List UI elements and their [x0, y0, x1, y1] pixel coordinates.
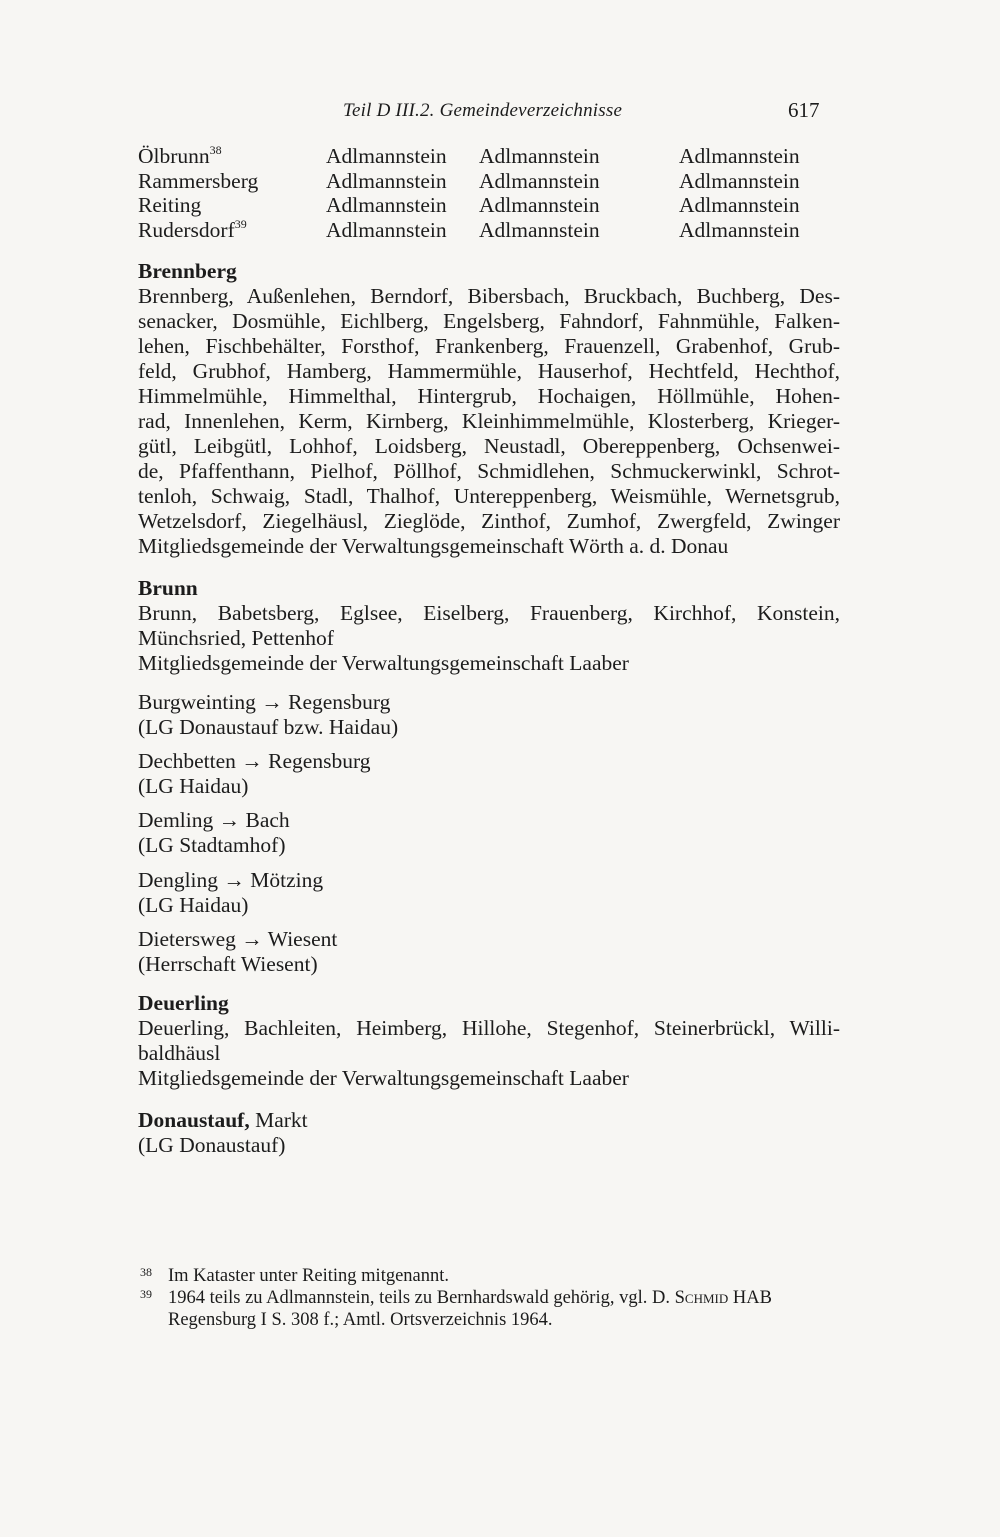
- reference-entry: [138, 808, 840, 858]
- place-name: Rudersdorf$^{39}$: [138, 216, 247, 242]
- text-line: feld, Grubhof, Hamberg, Hammermühle, Hauserhof, Hechtfeld, Hechthof,: [138, 359, 840, 383]
- entry-title: Brennberg: [138, 259, 237, 283]
- place-name: Dietersweg: [138, 927, 236, 951]
- table-cell: Adlmannstein: [479, 168, 600, 193]
- entry-title: Deuerling: [138, 991, 229, 1015]
- author-name: Schmid: [674, 1288, 729, 1308]
- text-line: de, Pfaffenthann, Pielhof, Pöllhof, Schmidlehen, Schmuckerwinkl, Schrot-: [138, 459, 840, 483]
- footnote-text: Regensburg I S. 308 f.; Amtl. Ortsverzeichnis 1964.: [168, 1310, 553, 1330]
- text-line: rad, Innenlehen, Kerm, Kirnberg, Kleinhimmelmühle, Klosterberg, Krieger-: [138, 409, 840, 433]
- entry-title: Brunn: [138, 576, 198, 600]
- table-cell: Adlmannstein: [479, 193, 600, 217]
- place-name: Ölbrunn$^{38}$: [138, 143, 222, 168]
- text-line: lehen, Fischbehälter, Forsthof, Frankenberg, Frauenzell, Grabenhof, Grub-: [138, 334, 840, 358]
- table-cell: Adlmannstein: [326, 193, 447, 217]
- text-line: senacker, Dosmühle, Eichlberg, Engelsberg, Fahndorf, Fahnmühle, Falken-: [138, 309, 840, 333]
- reference-entry: [138, 868, 840, 918]
- page-number: 617: [788, 98, 820, 122]
- text-line: Himmelmühle, Himmelthal, Hintergrub, Hochaigen, Höllmühle, Hohen-: [138, 384, 840, 408]
- place-name: Reiting: [138, 193, 202, 217]
- footnote-number: 39: [140, 1287, 152, 1301]
- text-line: baldhäusl: [138, 1041, 221, 1065]
- table-row: [138, 218, 838, 243]
- arrow-icon: →: [218, 808, 241, 832]
- table-cell: Adlmannstein: [679, 168, 800, 193]
- arrow-icon: →: [241, 927, 263, 951]
- footnote-ref: 39: [234, 216, 247, 231]
- table-cell: Adlmannstein: [326, 217, 447, 242]
- court-note: (Herrschaft Wiesent): [138, 952, 318, 976]
- table-cell: Adlmannstein: [479, 144, 600, 168]
- entry-brennberg: [138, 259, 840, 559]
- text-line: Münchsried, Pettenhof: [138, 626, 334, 650]
- arrow-icon: →: [223, 868, 245, 892]
- entry-title: Donaustauf,: [138, 1108, 250, 1132]
- footnote: [138, 1287, 848, 1331]
- entry-deuerling: [138, 991, 840, 1091]
- entry-brunn: [138, 576, 840, 676]
- table-cell: Adlmannstein: [479, 217, 600, 242]
- membership-note: Mitgliedsgemeinde der Verwaltungsgemeinschaft Wörth a. d. Donau: [138, 534, 729, 558]
- footnote-text: HAB: [732, 1288, 772, 1308]
- footnote: [138, 1265, 848, 1287]
- court-note: (LG Haidau): [138, 774, 249, 798]
- membership-note: Mitgliedsgemeinde der Verwaltungsgemeinschaft Laaber: [138, 651, 629, 675]
- reference-target: Wiesent: [267, 927, 338, 951]
- running-title: Teil D III.2. Gemeindeverzeichnisse: [343, 100, 623, 121]
- reference-target: Regensburg: [268, 749, 371, 773]
- membership-note: Mitgliedsgemeinde der Verwaltungsgemeinschaft Laaber: [138, 1066, 629, 1090]
- table-cell: Adlmannstein: [326, 168, 447, 193]
- municipality-table: [138, 144, 838, 242]
- arrow-icon: →: [261, 690, 283, 714]
- text-line: tenloh, Schwaig, Stadl, Thalhof, Untereppenberg, Weismühle, Wernetsgrub,: [138, 484, 840, 508]
- table-row: [138, 193, 838, 218]
- table-row: [138, 169, 838, 194]
- reference-target: Mötzing: [250, 868, 324, 892]
- text-line: Wetzelsdorf, Ziegelhäusl, Zieglöde, Zinthof, Zumhof, Zwergfeld, Zwinger: [138, 509, 840, 533]
- text-line: Brennberg, Außenlehen, Berndorf, Bibersbach, Bruckbach, Buchberg, Des-: [138, 284, 840, 308]
- table-cell: Adlmannstein: [679, 217, 800, 242]
- place-name: Burgweinting: [138, 690, 256, 714]
- text-line: gütl, Leibgütl, Lohhof, Loidsberg, Neustadl, Obereppenberg, Ochsenwei-: [138, 434, 840, 458]
- reference-target: Regensburg: [288, 690, 391, 714]
- table-cell: Adlmannstein: [679, 193, 800, 217]
- court-note: (LG Haidau): [138, 893, 249, 917]
- table-cell: Adlmannstein: [679, 144, 800, 168]
- arrow-icon: →: [241, 749, 263, 773]
- footnote-text: Im Kataster unter Reiting mitgenannt.: [168, 1266, 450, 1286]
- reference-entry: [138, 927, 840, 977]
- court-note: (LG Donaustauf): [138, 1133, 286, 1157]
- court-note: (LG Donaustauf bzw. Haidau): [138, 715, 399, 739]
- table-row: [138, 144, 838, 169]
- footnote-number: 38: [140, 1265, 152, 1279]
- reference-target: Bach: [245, 808, 290, 832]
- place-name: Rammersberg: [138, 168, 259, 193]
- footnotes: [138, 1265, 848, 1331]
- table-cell: Adlmannstein: [326, 144, 447, 168]
- court-note: (LG Stadtamhof): [138, 833, 286, 857]
- place-name: Dechbetten: [138, 749, 236, 773]
- text-line: Deuerling, Bachleiten, Heimberg, Hillohe, Stegenhof, Steinerbrückl, Willi-: [138, 1016, 840, 1040]
- footnote-text: 1964 teils zu Adlmannstein, teils zu Bernhardswald gehörig, vgl. D.: [168, 1288, 670, 1308]
- place-name: Demling: [138, 808, 214, 832]
- place-name: Dengling: [138, 868, 219, 892]
- reference-entry: [138, 690, 840, 740]
- entry-suffix: Markt: [249, 1108, 308, 1132]
- footnote-ref: 38: [209, 143, 222, 157]
- reference-entry: [138, 749, 840, 799]
- text-line: Brunn, Babetsberg, Eglsee, Eiselberg, Frauenberg, Kirchhof, Konstein,: [138, 601, 840, 625]
- entry-donaustauf: [138, 1108, 840, 1158]
